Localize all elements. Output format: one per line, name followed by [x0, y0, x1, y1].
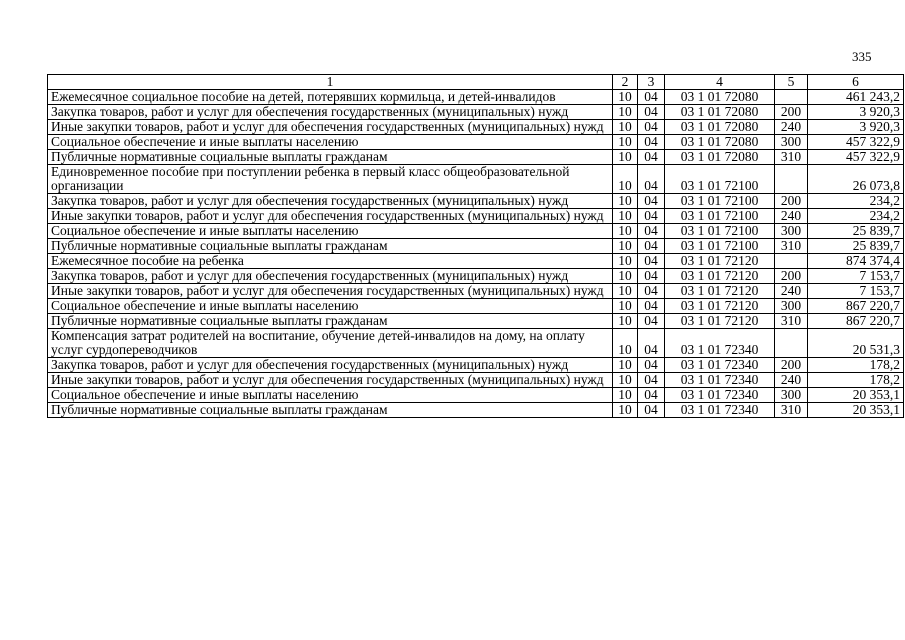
row-target-article-cell: 03 1 01 72120 [665, 284, 775, 299]
row-target-article-cell: 03 1 01 72100 [665, 165, 775, 194]
table-row [48, 314, 904, 329]
row-section-cell: 10 [613, 373, 638, 388]
row-expense-type-cell: 310 [775, 150, 808, 165]
table-row [48, 373, 904, 388]
column-header-amount: 6 [808, 75, 904, 90]
row-expense-type-cell: 240 [775, 209, 808, 224]
row-target-article-cell: 03 1 01 72340 [665, 358, 775, 373]
row-target-article-cell: 03 1 01 72120 [665, 299, 775, 314]
row-subsection-cell: 04 [638, 90, 665, 105]
row-section-cell: 10 [613, 403, 638, 418]
row-amount-cell: 25 839,7 [808, 224, 904, 239]
budget-table [47, 74, 904, 418]
row-section-cell: 10 [613, 150, 638, 165]
row-section-cell: 10 [613, 269, 638, 284]
row-subsection-cell: 04 [638, 299, 665, 314]
row-subsection-cell: 04 [638, 105, 665, 120]
row-amount-cell: 867 220,7 [808, 299, 904, 314]
row-name-cell: Публичные нормативные социальные выплаты гражданам [48, 239, 613, 254]
table-row [48, 254, 904, 269]
row-name-cell: Социальное обеспечение и иные выплаты населению [48, 135, 613, 150]
row-amount-cell: 178,2 [808, 358, 904, 373]
row-amount-cell: 3 920,3 [808, 105, 904, 120]
row-amount-cell: 461 243,2 [808, 90, 904, 105]
table-row [48, 269, 904, 284]
row-target-article-cell: 03 1 01 72080 [665, 90, 775, 105]
table-row [48, 165, 904, 194]
row-name-cell: Иные закупки товаров, работ и услуг для обеспечения государственных (муниципальных) нужд [48, 209, 613, 224]
table-header-row [48, 75, 904, 90]
row-amount-cell: 25 839,7 [808, 239, 904, 254]
row-name-cell: Иные закупки товаров, работ и услуг для обеспечения государственных (муниципальных) нужд [48, 120, 613, 135]
row-name-cell: Закупка товаров, работ и услуг для обеспечения государственных (муниципальных) нужд [48, 105, 613, 120]
row-subsection-cell: 04 [638, 373, 665, 388]
row-section-cell: 10 [613, 105, 638, 120]
table-row [48, 388, 904, 403]
row-name-cell: Публичные нормативные социальные выплаты гражданам [48, 403, 613, 418]
row-subsection-cell: 04 [638, 224, 665, 239]
row-amount-cell: 457 322,9 [808, 150, 904, 165]
row-name-cell: Социальное обеспечение и иные выплаты населению [48, 388, 613, 403]
table-row [48, 329, 904, 358]
row-target-article-cell: 03 1 01 72100 [665, 239, 775, 254]
row-name-cell: Закупка товаров, работ и услуг для обеспечения государственных (муниципальных) нужд [48, 269, 613, 284]
row-subsection-cell: 04 [638, 209, 665, 224]
row-target-article-cell: 03 1 01 72340 [665, 373, 775, 388]
row-target-article-cell: 03 1 01 72120 [665, 314, 775, 329]
table-row [48, 90, 904, 105]
row-name-cell: Компенсация затрат родителей на воспитание, обучение детей-инвалидов на дому, на оплату услуг сурдопереводчиков [48, 329, 613, 358]
row-expense-type-cell: 200 [775, 358, 808, 373]
row-subsection-cell: 04 [638, 329, 665, 358]
row-target-article-cell: 03 1 01 72100 [665, 209, 775, 224]
table-row [48, 150, 904, 165]
row-section-cell: 10 [613, 209, 638, 224]
table-row [48, 224, 904, 239]
row-section-cell: 10 [613, 388, 638, 403]
row-name-cell: Публичные нормативные социальные выплаты гражданам [48, 150, 613, 165]
row-section-cell: 10 [613, 194, 638, 209]
row-target-article-cell: 03 1 01 72080 [665, 105, 775, 120]
row-amount-cell: 874 374,4 [808, 254, 904, 269]
row-section-cell: 10 [613, 165, 638, 194]
table-row [48, 209, 904, 224]
row-expense-type-cell: 310 [775, 239, 808, 254]
row-section-cell: 10 [613, 299, 638, 314]
row-target-article-cell: 03 1 01 72080 [665, 135, 775, 150]
row-name-cell: Закупка товаров, работ и услуг для обеспечения государственных (муниципальных) нужд [48, 358, 613, 373]
row-expense-type-cell: 310 [775, 314, 808, 329]
row-target-article-cell: 03 1 01 72100 [665, 194, 775, 209]
row-expense-type-cell: 300 [775, 299, 808, 314]
page-number: 335 [852, 49, 872, 64]
row-amount-cell: 234,2 [808, 209, 904, 224]
row-section-cell: 10 [613, 314, 638, 329]
column-header-target-article: 4 [665, 75, 775, 90]
row-target-article-cell: 03 1 01 72080 [665, 120, 775, 135]
table-row [48, 358, 904, 373]
table-row [48, 105, 904, 120]
row-subsection-cell: 04 [638, 314, 665, 329]
row-target-article-cell: 03 1 01 72080 [665, 150, 775, 165]
row-expense-type-cell [775, 165, 808, 194]
table-row [48, 135, 904, 150]
row-section-cell: 10 [613, 329, 638, 358]
row-section-cell: 10 [613, 120, 638, 135]
row-section-cell: 10 [613, 358, 638, 373]
table-row [48, 284, 904, 299]
row-subsection-cell: 04 [638, 403, 665, 418]
row-name-cell: Социальное обеспечение и иные выплаты населению [48, 299, 613, 314]
row-expense-type-cell: 300 [775, 224, 808, 239]
table-row [48, 299, 904, 314]
row-amount-cell: 20 531,3 [808, 329, 904, 358]
table-row [48, 120, 904, 135]
row-subsection-cell: 04 [638, 358, 665, 373]
row-subsection-cell: 04 [638, 135, 665, 150]
row-name-cell: Публичные нормативные социальные выплаты гражданам [48, 314, 613, 329]
row-subsection-cell: 04 [638, 194, 665, 209]
row-expense-type-cell: 240 [775, 284, 808, 299]
row-amount-cell: 867 220,7 [808, 314, 904, 329]
table-body [48, 90, 904, 418]
row-amount-cell: 26 073,8 [808, 165, 904, 194]
row-amount-cell: 234,2 [808, 194, 904, 209]
row-amount-cell: 3 920,3 [808, 120, 904, 135]
table-row [48, 239, 904, 254]
row-amount-cell: 7 153,7 [808, 269, 904, 284]
row-target-article-cell: 03 1 01 72120 [665, 254, 775, 269]
column-header-section: 2 [613, 75, 638, 90]
column-header-expense-type: 5 [775, 75, 808, 90]
row-name-cell: Ежемесячное пособие на ребенка [48, 254, 613, 269]
row-subsection-cell: 04 [638, 284, 665, 299]
row-amount-cell: 178,2 [808, 373, 904, 388]
row-subsection-cell: 04 [638, 239, 665, 254]
row-name-cell: Закупка товаров, работ и услуг для обеспечения государственных (муниципальных) нужд [48, 194, 613, 209]
row-name-cell: Социальное обеспечение и иные выплаты населению [48, 224, 613, 239]
row-name-cell: Иные закупки товаров, работ и услуг для обеспечения государственных (муниципальных) нужд [48, 284, 613, 299]
row-expense-type-cell: 200 [775, 269, 808, 284]
row-amount-cell: 20 353,1 [808, 388, 904, 403]
row-amount-cell: 7 153,7 [808, 284, 904, 299]
row-target-article-cell: 03 1 01 72340 [665, 329, 775, 358]
row-amount-cell: 457 322,9 [808, 135, 904, 150]
row-section-cell: 10 [613, 254, 638, 269]
row-subsection-cell: 04 [638, 388, 665, 403]
row-subsection-cell: 04 [638, 165, 665, 194]
row-expense-type-cell: 240 [775, 373, 808, 388]
row-target-article-cell: 03 1 01 72340 [665, 388, 775, 403]
row-subsection-cell: 04 [638, 269, 665, 284]
row-expense-type-cell [775, 254, 808, 269]
table-row [48, 403, 904, 418]
row-section-cell: 10 [613, 284, 638, 299]
row-subsection-cell: 04 [638, 120, 665, 135]
row-target-article-cell: 03 1 01 72340 [665, 403, 775, 418]
row-expense-type-cell: 200 [775, 194, 808, 209]
row-name-cell: Единовременное пособие при поступлении ребенка в первый класс общеобразовательной организации [48, 165, 613, 194]
row-subsection-cell: 04 [638, 254, 665, 269]
row-section-cell: 10 [613, 224, 638, 239]
row-name-cell: Ежемесячное социальное пособие на детей, потерявших кормильца, и детей-инвалидов [48, 90, 613, 105]
row-expense-type-cell: 200 [775, 105, 808, 120]
row-expense-type-cell: 300 [775, 388, 808, 403]
row-expense-type-cell: 300 [775, 135, 808, 150]
row-target-article-cell: 03 1 01 72120 [665, 269, 775, 284]
row-section-cell: 10 [613, 90, 638, 105]
column-header-name: 1 [48, 75, 613, 90]
table-row [48, 194, 904, 209]
row-section-cell: 10 [613, 239, 638, 254]
row-target-article-cell: 03 1 01 72100 [665, 224, 775, 239]
row-expense-type-cell [775, 329, 808, 358]
row-section-cell: 10 [613, 135, 638, 150]
row-subsection-cell: 04 [638, 150, 665, 165]
column-header-subsection: 3 [638, 75, 665, 90]
row-name-cell: Иные закупки товаров, работ и услуг для обеспечения государственных (муниципальных) нужд [48, 373, 613, 388]
row-amount-cell: 20 353,1 [808, 403, 904, 418]
row-expense-type-cell [775, 90, 808, 105]
row-expense-type-cell: 240 [775, 120, 808, 135]
row-expense-type-cell: 310 [775, 403, 808, 418]
